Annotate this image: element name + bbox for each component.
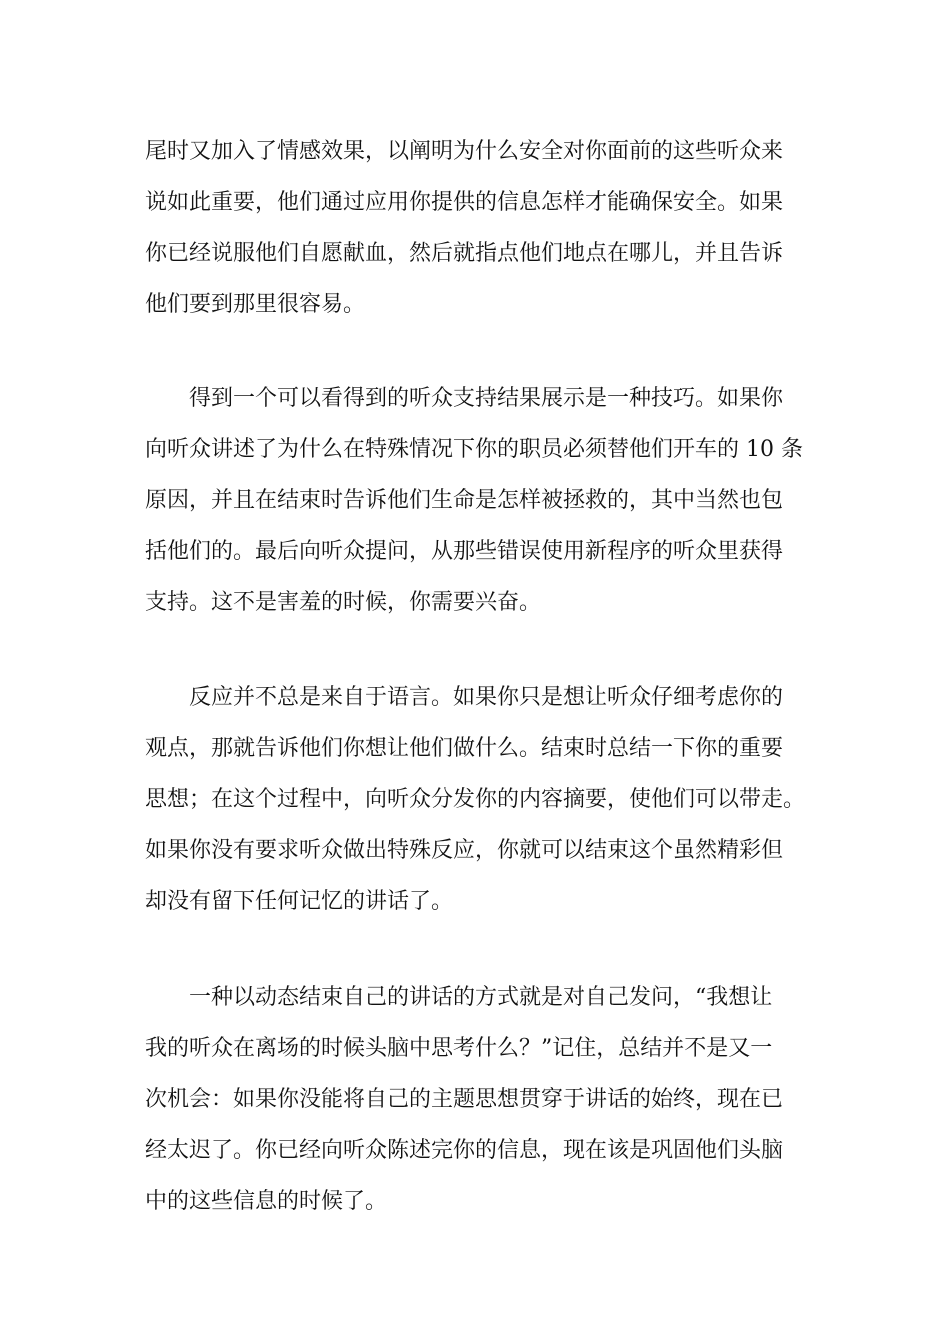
paragraph-2 <box>145 373 805 628</box>
paragraph-line: 中的这些信息的时候了。 <box>145 1189 388 1214</box>
paragraph-first-line: 一种以动态结束自己的讲话的方式就是对自己发问，“我想让 <box>189 985 773 1010</box>
paragraph-line: 我的听众在离场的时候头脑中思考什么？”记住，总结并不是又一 <box>145 1036 773 1061</box>
paragraph-line: 你已经说服他们自愿献血，然后就指点他们地点在哪儿，并且告诉 <box>145 241 784 266</box>
paragraph-1 <box>145 126 805 330</box>
paragraph-3 <box>145 672 805 927</box>
paragraph-line: 原因，并且在结束时告诉他们生命是怎样被拯救的，其中当然也包 <box>145 488 784 513</box>
paragraph-line: 观点，那就告诉他们你想让他们做什么。结束时总结一下你的重要 <box>145 736 784 761</box>
paragraph-first-line: 反应并不总是来自于语言。如果你只是想让听众仔细考虑你的 <box>189 685 784 710</box>
paragraph-line: 如果你没有要求听众做出特殊反应，你就可以结束这个虽然精彩但 <box>145 838 784 863</box>
paragraph-line: 他们要到那里很容易。 <box>145 292 366 317</box>
paragraph-4 <box>145 972 805 1227</box>
paragraph-line: 思想；在这个过程中，向听众分发你的内容摘要，使他们可以带走。 <box>145 787 806 812</box>
paragraph-line: 却没有留下任何记忆的讲话了。 <box>145 889 454 914</box>
paragraph-line: 说如此重要，他们通过应用你提供的信息怎样才能确保安全。如果 <box>145 190 784 215</box>
paragraph-line: 支持。这不是害羞的时候，你需要兴奋。 <box>145 590 542 615</box>
paragraph-line: 向听众讲述了为什么在特殊情况下你的职员必须替他们开车的 10 条 <box>145 437 803 462</box>
paragraph-line: 经太迟了。你已经向听众陈述完你的信息，现在该是巩固他们头脑 <box>145 1138 784 1163</box>
paragraph-line: 次机会：如果你没能将自己的主题思想贯穿于讲话的始终，现在已 <box>145 1087 784 1112</box>
paragraph-first-line: 得到一个可以看得到的听众支持结果展示是一种技巧。如果你 <box>189 386 784 411</box>
paragraph-line: 尾时又加入了情感效果，以阐明为什么安全对你面前的这些听众来 <box>145 139 784 164</box>
paragraph-line: 括他们的。最后向听众提问，从那些错误使用新程序的听众里获得 <box>145 539 784 564</box>
